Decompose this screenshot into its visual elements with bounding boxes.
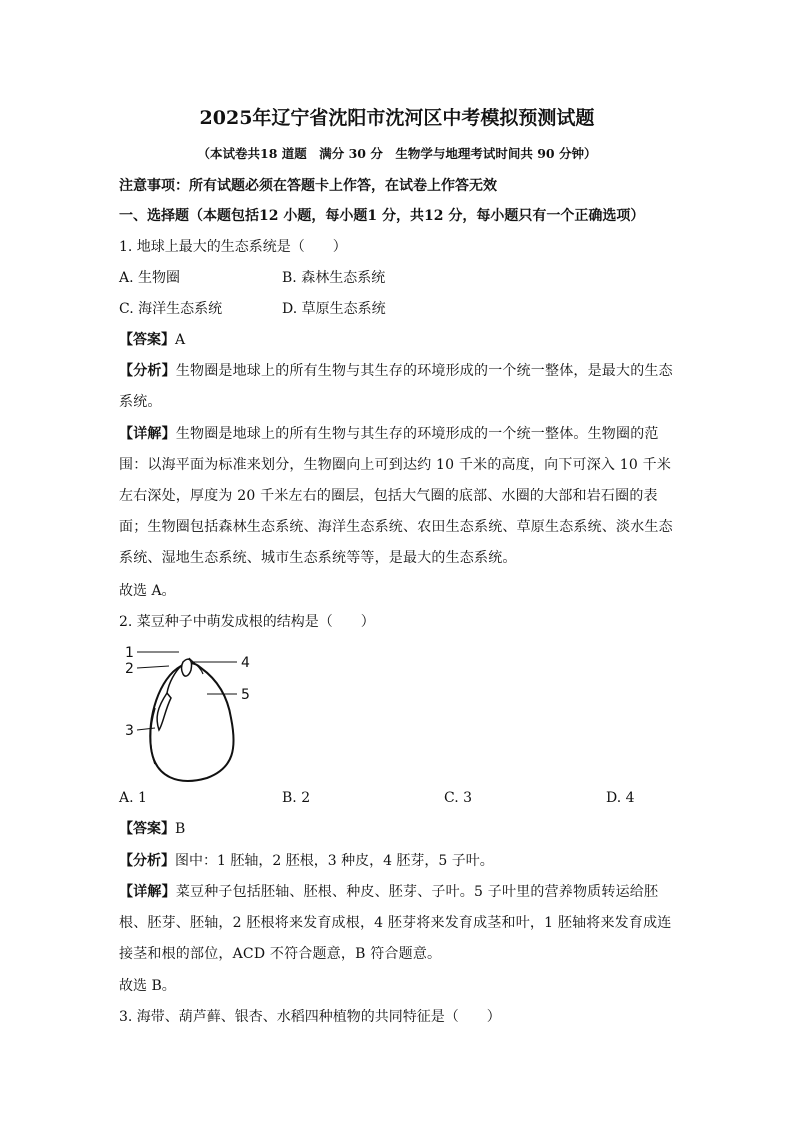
figure-label-4: 4 bbox=[241, 655, 250, 671]
question-1-option-d: D. 草原生态系统 bbox=[282, 301, 386, 317]
exam-notice: 注意事项：所有试题必须在答题卡上作答，在试卷上作答无效 bbox=[119, 178, 497, 194]
question-1-analysis bbox=[119, 356, 679, 418]
figure-label-1: 1 bbox=[125, 645, 134, 661]
answer-tag: 【答案】 bbox=[119, 821, 175, 837]
section-heading: 一、选择题（本题包括12 小题，每小题1 分，共12 分，每小题只有一个正确选项） bbox=[119, 208, 645, 224]
detail-tag: 【详解】 bbox=[119, 884, 176, 900]
bean-seed-diagram bbox=[119, 638, 279, 798]
question-2-analysis bbox=[119, 851, 494, 871]
question-1-option-a: A. 生物圈 bbox=[119, 270, 181, 286]
analysis-text: 图中：1 胚轴，2 胚根，3 种皮，4 胚芽，5 子叶。 bbox=[175, 853, 494, 869]
radicle-shape bbox=[157, 693, 171, 730]
question-2-stem: 2. 菜豆种子中萌发成根的结构是（ ） bbox=[119, 614, 375, 630]
page-title: 2025年辽宁省沈阳市沈河区中考模拟预测试题 bbox=[199, 107, 595, 129]
detail-text: 生物圈是地球上的所有生物与其生存的环境形成的一个统一整体。生物圈的范围：以海平面为标准来划分，生物圈向上可到达约 10 千米的高度，向下可深入 10 千米左右深处，厚度为 20 千米左右的圈层，包括大气圈的底部、水圈的大部和岩石圈的表面；生物圈包括森林生态系统、海洋生态系统、农田生态系统、草原生态系统、淡水生态系统、湿地生态系统、城市生态系统等等，是最大的生态系统。 bbox=[119, 426, 673, 566]
figure-label-2: 2 bbox=[125, 661, 134, 677]
label-line-2 bbox=[137, 666, 169, 668]
figure-label-5: 5 bbox=[241, 687, 250, 703]
question-1-conclusion: 故选 A。 bbox=[119, 583, 176, 599]
question-2-option-a: A. 1 bbox=[119, 790, 147, 806]
analysis-tag: 【分析】 bbox=[119, 363, 176, 379]
question-3-stem: 3. 海带、葫芦藓、银杏、水稻四种植物的共同特征是（ ） bbox=[119, 1009, 501, 1025]
question-2-option-d: D. 4 bbox=[606, 790, 635, 806]
plumule-shape bbox=[182, 659, 192, 676]
answer-value: B bbox=[175, 821, 186, 837]
question-1-option-c: C. 海洋生态系统 bbox=[119, 301, 223, 317]
question-2-conclusion: 故选 B。 bbox=[119, 978, 176, 994]
detail-text: 菜豆种子包括胚轴、胚根、种皮、胚芽、子叶。5 子叶里的营养物质转运给胚根、胚芽、胚轴，2 胚根将来发育成根，4 胚芽将来发育成茎和叶，1 胚轴将来发育成连接茎和根的部位，ACD 不符合题意，B 符合题意。 bbox=[119, 884, 672, 962]
question-1-detail bbox=[119, 419, 679, 574]
question-2-option-c: C. 3 bbox=[444, 790, 473, 806]
question-1-stem: 1. 地球上最大的生态系统是（ ） bbox=[119, 239, 347, 255]
question-1-option-b: B. 森林生态系统 bbox=[282, 270, 386, 286]
detail-tag: 【详解】 bbox=[119, 426, 176, 442]
question-2-option-b: B. 2 bbox=[282, 790, 311, 806]
bean-seed-figure bbox=[119, 638, 279, 798]
figure-label-3: 3 bbox=[125, 723, 134, 739]
question-2-answer bbox=[119, 819, 185, 839]
question-2-detail bbox=[119, 877, 679, 970]
answer-tag: 【答案】 bbox=[119, 332, 175, 348]
analysis-text: 生物圈是地球上的所有生物与其生存的环境形成的一个统一整体，是最大的生态系统。 bbox=[119, 363, 673, 410]
answer-value: A bbox=[175, 332, 186, 348]
analysis-tag: 【分析】 bbox=[119, 853, 175, 869]
exam-subtitle: （本试卷共18 道题 满分 30 分 生物学与地理考试时间共 90 分钟） bbox=[197, 146, 597, 161]
label-line-3 bbox=[137, 728, 155, 730]
question-1-answer bbox=[119, 330, 185, 350]
